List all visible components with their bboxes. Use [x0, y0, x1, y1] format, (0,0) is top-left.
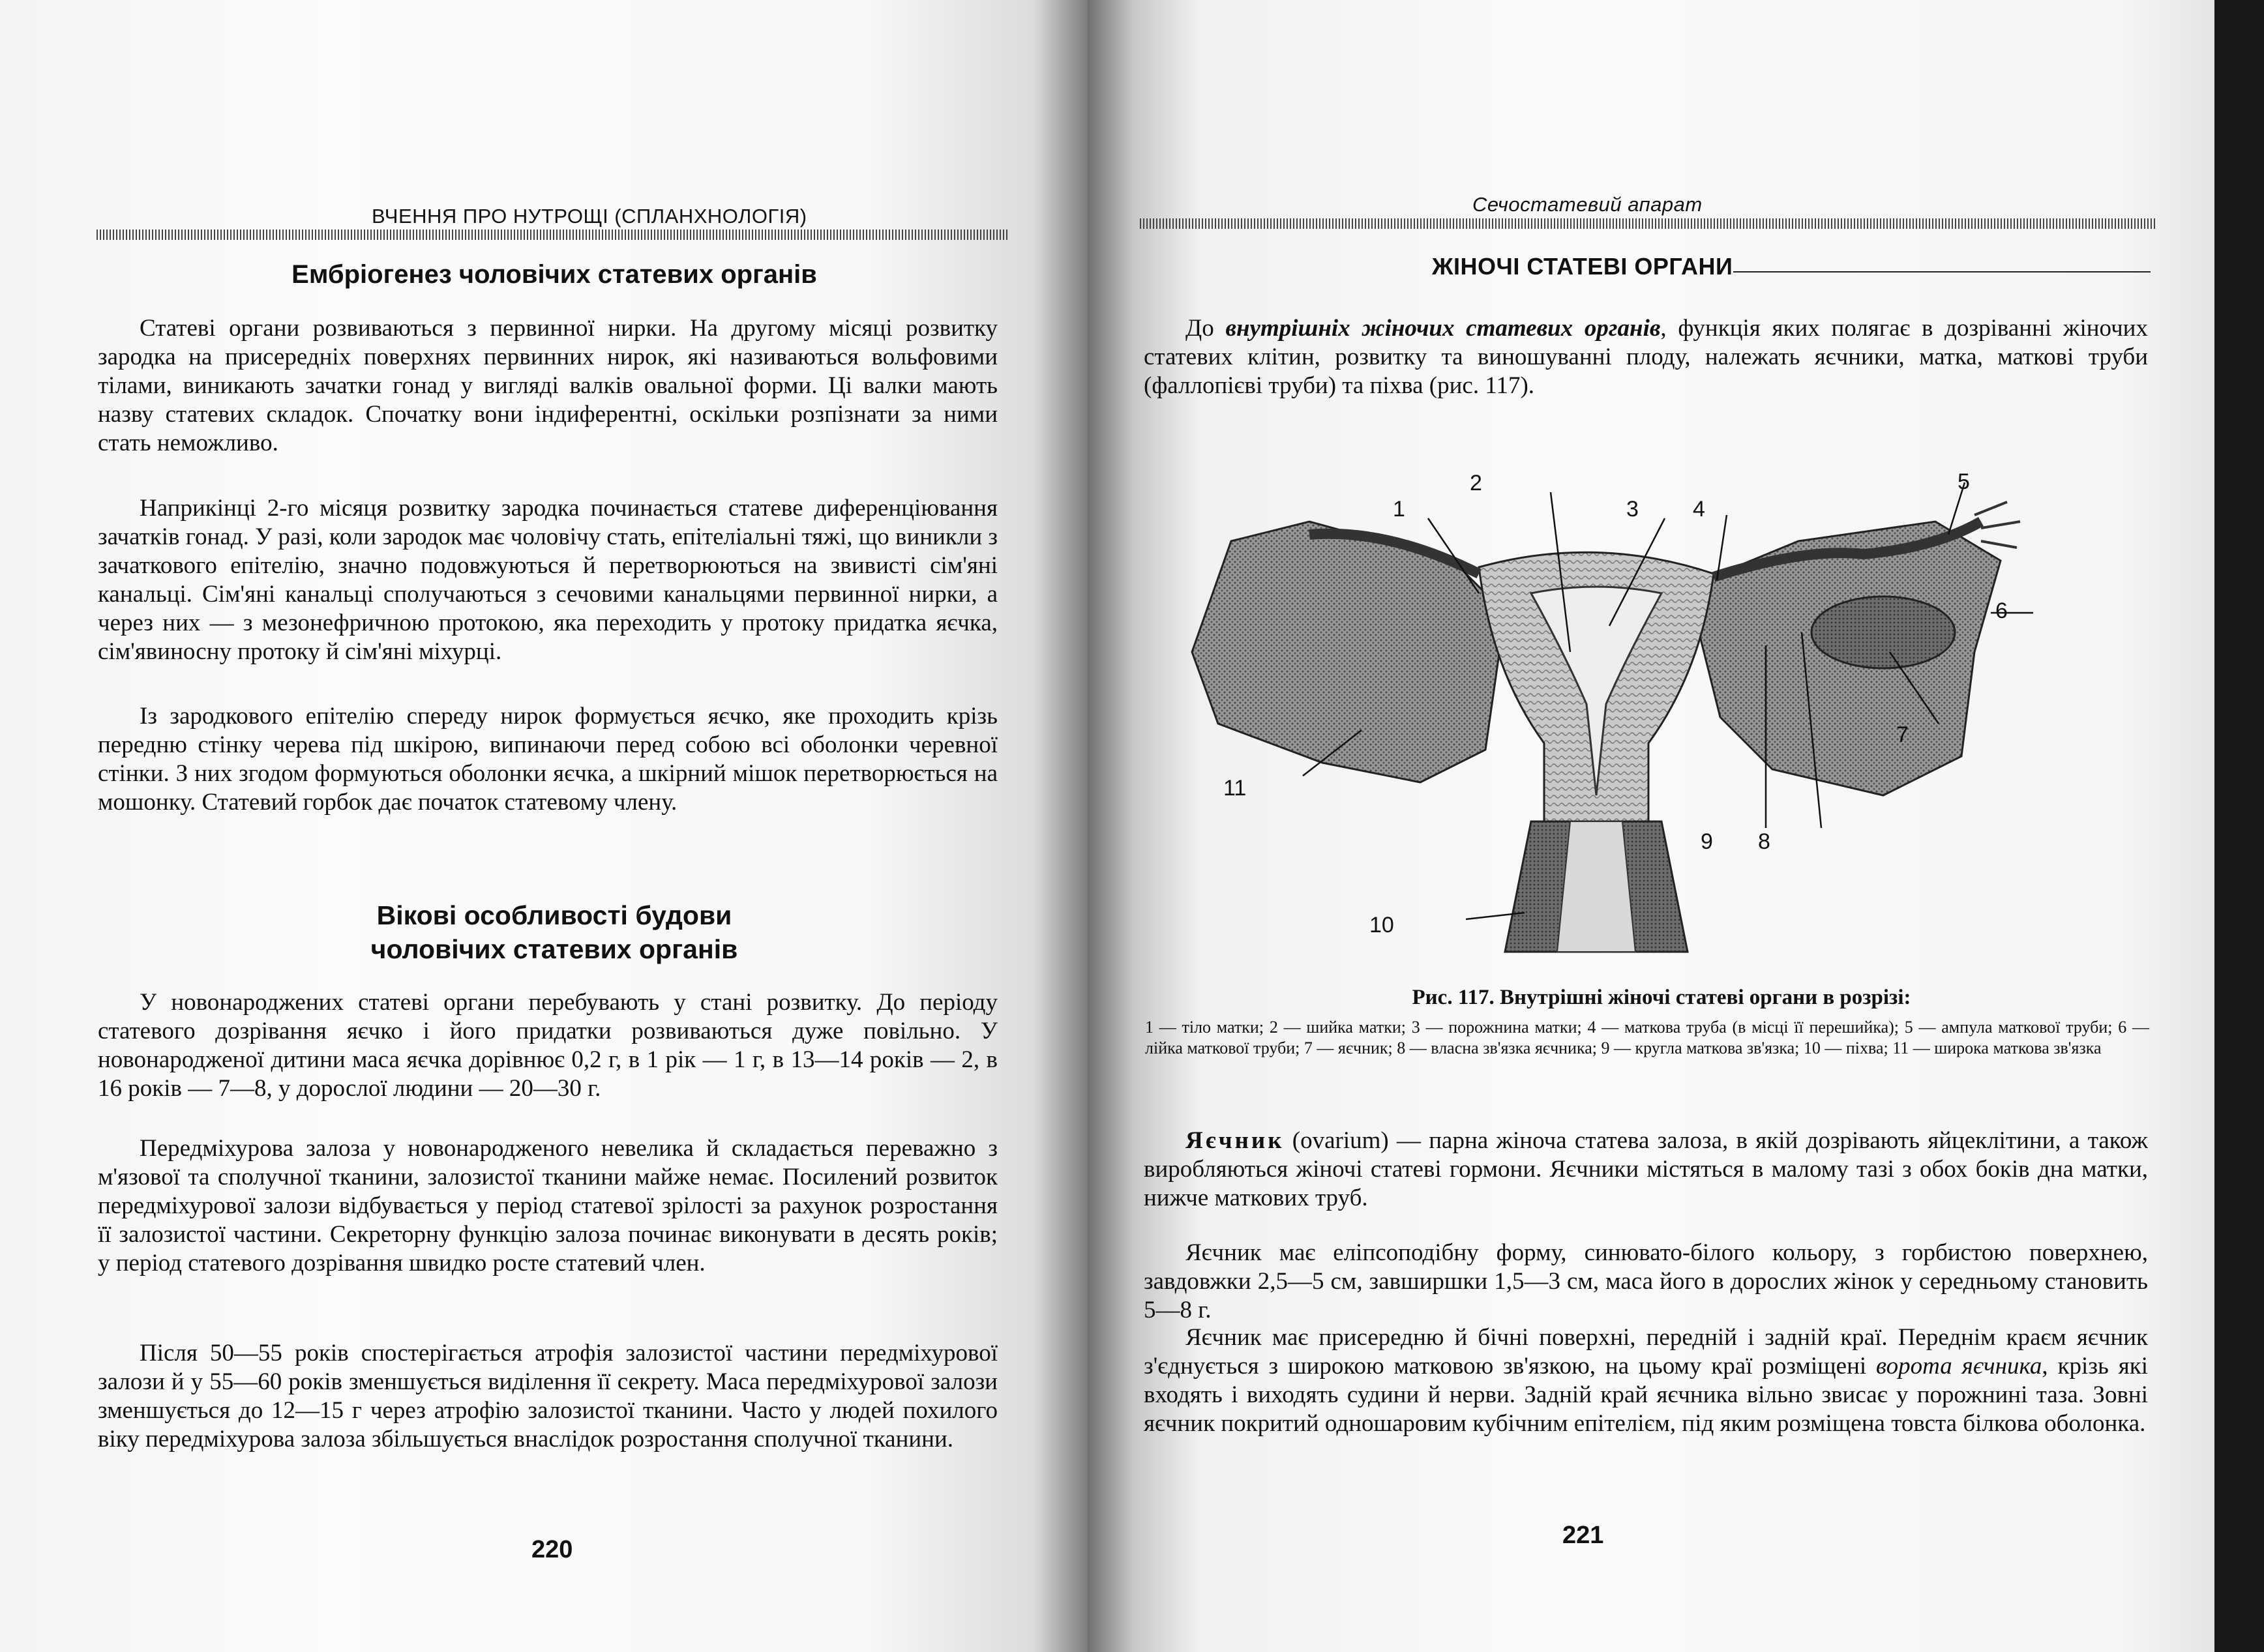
- section-title-line: Вікові особливості будови: [376, 900, 732, 930]
- paragraph: Статеві органи розвиваються з первинної нирки. На другому місяці розвитку зародка на присередніх поверхнях первинних нирок, які називаються вольфовими тілами, виникають зачатки гонад у вигляді валків овальної форми. Ці валки мають назву статевих складок. Спочатку вони індиферентні, оскільки розпізнати за ними стать неможливо.: [98, 315, 998, 456]
- figure-label: 9: [1701, 829, 1713, 854]
- figure-label: 3: [1626, 497, 1639, 522]
- vaginal-lumen: [1557, 821, 1635, 952]
- section-title-embryogenesis: Ембріогенез чоловічих статевих органів: [291, 260, 817, 289]
- section-title-age-features: [98, 898, 1011, 966]
- figure-label: 4: [1693, 497, 1705, 522]
- term-ovary: Яєчник: [1185, 1127, 1285, 1154]
- title-rule: [1733, 271, 2151, 273]
- running-head-right: Сечостатевий апарат: [1472, 193, 1703, 216]
- paragraph: У новонароджених статеві органи перебувають у стані розвитку. До періоду статевого дозрівання яєчко і його придатки розвиваються дуже повільно. У новонародженої дитини маса яєчка дорівнює 0,2 г, в 1 рік — 1 г, в 13—14 років — 2, в 16 років — 7—8, у дорослої людини — 20—30 г.: [98, 989, 998, 1102]
- figure-label: 5: [1958, 469, 1970, 494]
- paragraph-ovary-3: [1144, 1323, 2148, 1438]
- figure-label: 8: [1758, 829, 1770, 854]
- paragraph-ovary-1: [1144, 1127, 2148, 1213]
- figure-title: Внутрішні жіночі статеві органи в розрізі:: [1500, 986, 1911, 1009]
- book-edge-background: [2214, 0, 2264, 1652]
- right-page: [1088, 0, 2214, 1652]
- paragraph-text: , крізь які входять і виходять судини й нерви. Задній край яєчника вільно звисає у порожнині таза. Зовні яєчник покритий одношаровим кубічним епітелієм, під яким розміщена товста білкова оболонка.: [1144, 1353, 2148, 1437]
- header-rule-left: [97, 229, 1009, 240]
- section-title-line: чоловічих статевих органів: [370, 934, 738, 964]
- left-page: [0, 0, 1088, 1652]
- running-head-left: ВЧЕННЯ ПРО НУТРОЩІ (СПЛАНХНОЛОГІЯ): [372, 205, 807, 228]
- paragraph-intro: [1144, 314, 2148, 400]
- ovary: [1811, 597, 1955, 668]
- figure-label: 2: [1470, 471, 1482, 495]
- figure-number: Рис. 117.: [1412, 986, 1495, 1009]
- figure-label: 6: [1995, 598, 2008, 623]
- paragraph: Після 50—55 років спостерігається атрофія залозистої частини передміхурової залози й у 55—60 років зменшується виділення її секрету. Маса передміхурової залози зменшується до 12—15 г через атрофію залозистої тканини. Часто у людей похилого віку передміхурова залоза збільшується внаслідок розростання сполучної тканини.: [98, 1340, 998, 1453]
- figure-label: 7: [1896, 722, 1909, 747]
- figure-legend: 1 — тіло матки; 2 — шийка матки; 3 — порожнина матки; 4 — маткова труба (в місці її перешийка); 5 — ампула маткової труби; 6 — лійка маткової труби; 7 — яєчник; 8 — власна зв'язка яєчника; 9 — кругла маткова зв'язка; 10 — піхва; 11 — широка маткова зв'язка: [1145, 1018, 2149, 1057]
- intro-text: , функція яких полягає в дозріванні жіночих статевих клітин, розвитку та виношуванні плоду, належать яєчники, матка, маткові труби (фаллопієві труби) та піхва (рис. 117).: [1144, 315, 2148, 399]
- page-number-left: 220: [531, 1536, 573, 1563]
- figure-label: 10: [1369, 913, 1394, 937]
- paragraph-text: Яєчник має присередню й бічні поверхні, передній і задній краї. Переднім краєм яєчник з'єднується з широкою матковою зв'язкою, на цьому краї розміщені: [1144, 1324, 2148, 1379]
- intro-emphasis: внутрішніх жіночих статевих органів: [1225, 315, 1661, 342]
- header-rule-right: [1140, 218, 2157, 229]
- figure-label: 11: [1223, 776, 1247, 801]
- figure-caption-title: [1303, 986, 2020, 1010]
- term-ovary-hilum: ворота яєчника: [1876, 1353, 2042, 1379]
- paragraph-text: (ovarium) — парна жіноча статева залоза, в якій дозрівають яйцеклітини, а також виробляються жіночі статеві гормони. Яєчники містяться в малому тазі з обох боків дна матки, нижче маткових труб.: [1144, 1127, 2148, 1211]
- paragraph-ovary-2: Яєчник має еліпсоподібну форму, синювато-білого кольору, з горбистою поверхнею, завдовжки 2,5—5 см, завширшки 1,5—3 см, маса його в дорослих жінок у середньому становить 5—8 г.: [1144, 1239, 2148, 1323]
- paragraph: Наприкінці 2-го місяця розвитку зародка починається статеве диференціювання зачатків гонад. У разі, коли зародок має чоловічу стать, епітеліальні тяжі, що виникли з зачаткового епітелію, значно подовжуються й перетворюються на звивисті сім'яні канальці. Сім'яні канальці сполучаються з сечовими канальцями первинної нирки, а через них — з мезонефричною протокою, яка переходить у протоку придатка яєчка, сім'явиносну протоку й сім'яні міхурці.: [98, 495, 998, 665]
- section-title-female-organs: ЖІНОЧІ СТАТЕВІ ОРГАНИ: [1432, 253, 1733, 280]
- paragraph: Із зародкового епітелію спереду нирок формується яєчко, яке проходить крізь передню стінку черева під шкірою, випинаючи перед собою всі оболонки черевної стінки. З них згодом формуються оболонки яєчка, а шкірний мішок перетворюється на мошонку. Статевий горбок дає початок статевому члену.: [98, 703, 998, 816]
- anatomy-figure: [1114, 456, 2209, 971]
- page-number-right: 221: [1562, 1522, 1604, 1549]
- intro-text: До: [1185, 315, 1226, 342]
- paragraph: Передміхурова залоза у новонародженого невелика й складається переважно з м'язової та сполучної тканини, залозистої тканини майже немає. Посилений розвиток передміхурової залози відбувається у період статевої зрілості за рахунок розростання її залозистої частини. Секреторну функцію залоза починає виконувати в десять років; у період статевого дозрівання швидко росте статевий член.: [98, 1135, 998, 1276]
- figure-label: 1: [1393, 497, 1405, 522]
